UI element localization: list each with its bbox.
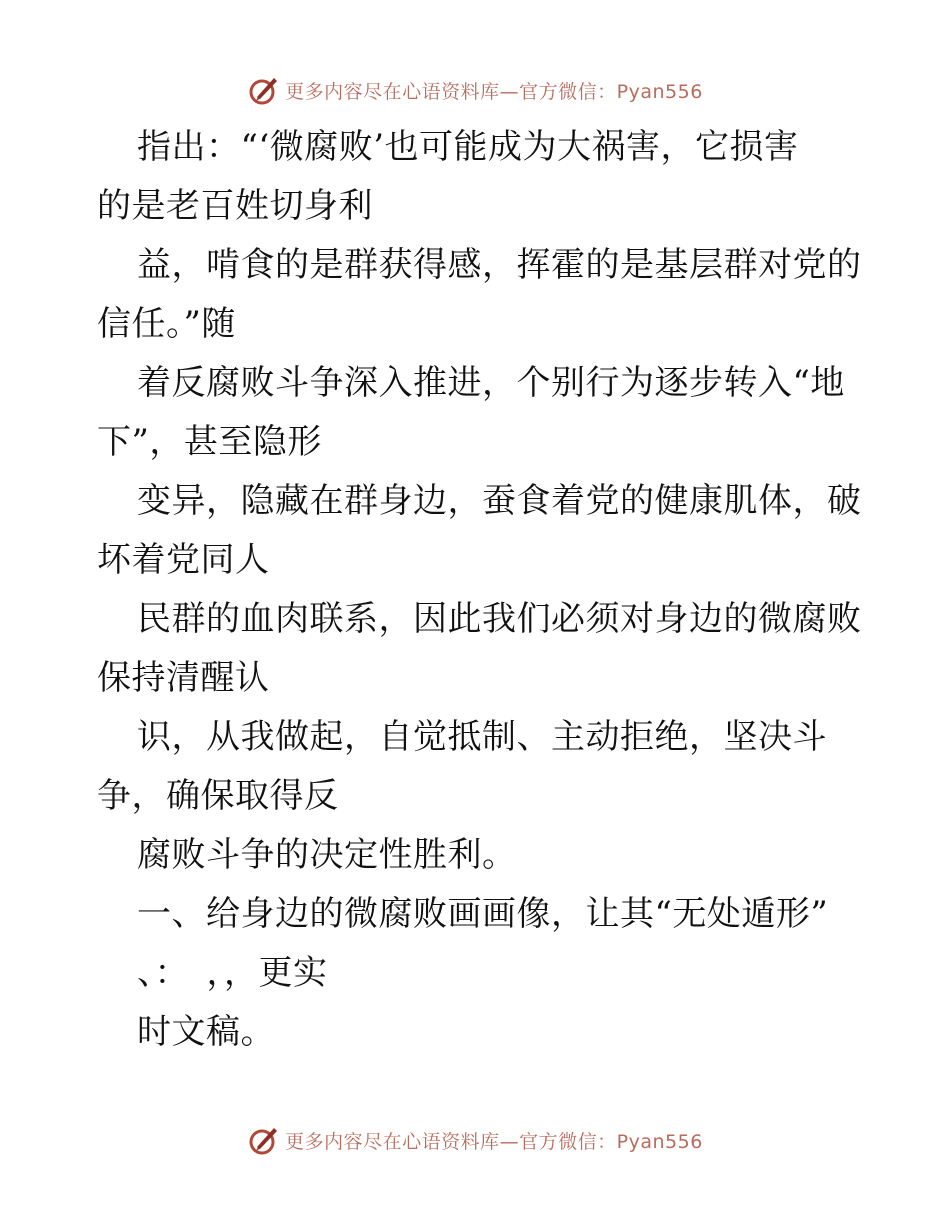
header-watermark — [0, 72, 950, 108]
watermark-text: 更多内容尽在心语资料库—官方微信：Pyan556 — [285, 1130, 703, 1153]
section-heading-line: 一、给身边的微腐败画画像，让其“无处遁形” — [137, 894, 829, 934]
text-line: 时文稿。 — [137, 1012, 275, 1052]
text-line: 保持清醒认 — [97, 658, 270, 698]
document-body — [97, 118, 862, 1062]
text-line: 变异，隐藏在群身边，蚕食着党的健康肌体，破 — [137, 481, 862, 521]
text-line: 争，确保取得反 — [97, 776, 339, 816]
footer-watermark — [0, 1122, 950, 1158]
text-line: 着反腐败斗争深入推进，个别行为逐步转入“地 — [137, 363, 845, 403]
text-line: 指出：“‘微腐败’也可能成为大祸害，它损害 — [137, 127, 799, 167]
text-line: 、： ，，更实 — [137, 953, 328, 993]
quill-pen-circle-icon — [247, 1123, 281, 1157]
text-line: 识，从我做起，自觉抵制、主动拒绝，坚决斗 — [137, 717, 827, 757]
text-line: 的是老百姓切身利 — [97, 186, 373, 226]
quill-pen-circle-icon — [247, 73, 281, 107]
text-line: 下”，甚至隐形 — [97, 422, 322, 462]
watermark-text: 更多内容尽在心语资料库—官方微信：Pyan556 — [285, 80, 703, 103]
text-line: 民群的血肉联系，因此我们必须对身边的微腐败 — [137, 599, 862, 639]
text-line: 坏着党同人 — [97, 540, 270, 580]
text-line: 益，啃食的是群获得感，挥霍的是基层群对党的 — [137, 245, 862, 285]
text-line: 信任。”随 — [97, 304, 236, 344]
text-line: 腐败斗争的决定性胜利。 — [137, 835, 517, 875]
